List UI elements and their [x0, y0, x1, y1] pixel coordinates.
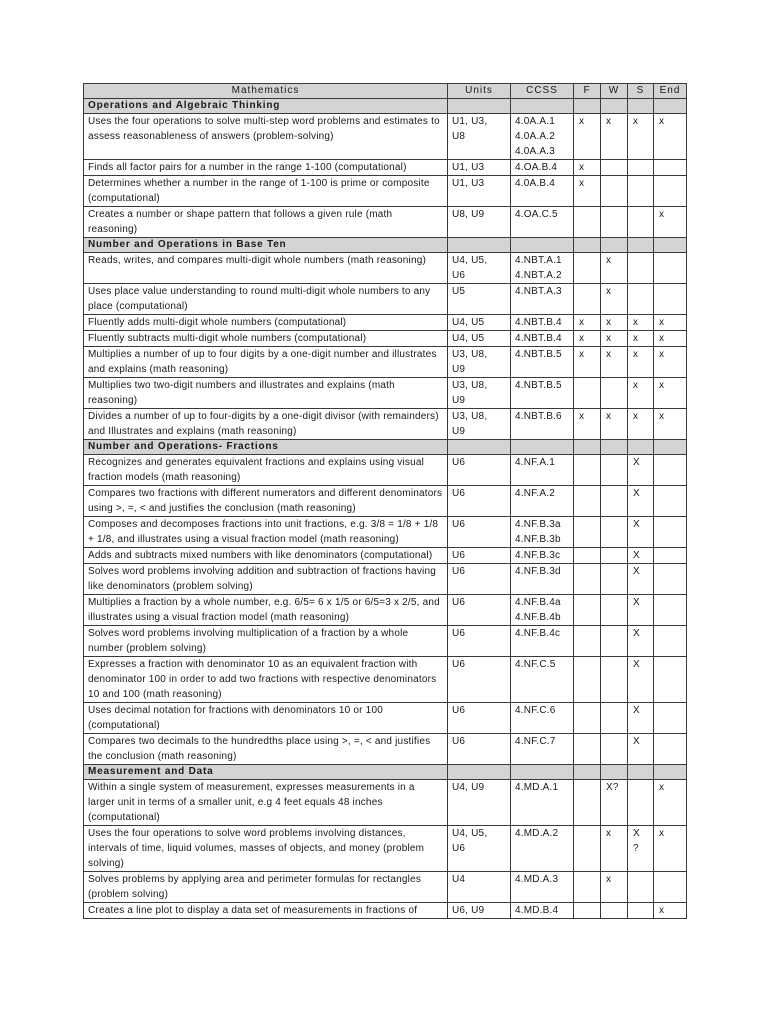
section-filler-cell	[574, 238, 601, 253]
w-mark-cell	[601, 548, 628, 564]
ccss-cell: 4.OA.C.5	[511, 207, 574, 238]
w-mark-cell	[601, 564, 628, 595]
units-cell: U8, U9	[448, 207, 511, 238]
units-cell: U6	[448, 657, 511, 703]
table-row	[84, 486, 687, 517]
s-mark-cell: X	[628, 564, 654, 595]
table-row	[84, 160, 687, 176]
f-mark-cell	[574, 486, 601, 517]
table-body	[84, 99, 687, 919]
description-cell: Creates a number or shape pattern that follows a given rule (math reasoning)	[84, 207, 448, 238]
end-mark-cell	[654, 703, 687, 734]
description-cell: Uses decimal notation for fractions with denominators 10 or 100 (computational)	[84, 703, 448, 734]
end-mark-cell: x	[654, 315, 687, 331]
table-row	[84, 315, 687, 331]
ccss-cell: 4.NF.B.3a 4.NF.B.3b	[511, 517, 574, 548]
ccss-cell: 4.MD.B.4	[511, 903, 574, 919]
s-mark-cell	[628, 207, 654, 238]
units-cell: U6	[448, 703, 511, 734]
f-mark-cell: x	[574, 176, 601, 207]
f-mark-cell: x	[574, 114, 601, 160]
f-mark-cell	[574, 548, 601, 564]
end-mark-cell: x	[654, 114, 687, 160]
end-mark-cell	[654, 253, 687, 284]
w-mark-cell: X?	[601, 780, 628, 826]
section-filler-cell	[511, 238, 574, 253]
w-mark-cell	[601, 176, 628, 207]
f-mark-cell	[574, 207, 601, 238]
description-cell: Multiplies a number of up to four digits by a one-digit number and illustrates and explains (math reasoning)	[84, 347, 448, 378]
f-mark-cell	[574, 657, 601, 703]
w-mark-cell: x	[601, 331, 628, 347]
end-mark-cell	[654, 455, 687, 486]
section-header-row	[84, 238, 687, 253]
units-cell: U6	[448, 486, 511, 517]
table-row	[84, 378, 687, 409]
w-mark-cell: x	[601, 315, 628, 331]
section-filler-cell	[654, 765, 687, 780]
w-mark-cell: x	[601, 253, 628, 284]
description-cell: Solves word problems involving addition and subtraction of fractions having like denominators (problem solving)	[84, 564, 448, 595]
section-filler-cell	[574, 440, 601, 455]
f-mark-cell	[574, 284, 601, 315]
end-mark-cell: x	[654, 780, 687, 826]
units-cell: U1, U3	[448, 160, 511, 176]
description-cell: Within a single system of measurement, expresses measurements in a larger unit in terms of a smaller unit, e.g 4 feet equals 48 inches (computational)	[84, 780, 448, 826]
section-filler-cell	[511, 765, 574, 780]
end-mark-cell: x	[654, 331, 687, 347]
s-mark-cell	[628, 780, 654, 826]
description-cell: Finds all factor pairs for a number in the range 1-100 (computational)	[84, 160, 448, 176]
table-row	[84, 455, 687, 486]
end-mark-cell: x	[654, 378, 687, 409]
section-filler-cell	[574, 765, 601, 780]
table-row	[84, 253, 687, 284]
description-cell: Multiplies two two-digit numbers and illustrates and explains (math reasoning)	[84, 378, 448, 409]
s-mark-cell	[628, 872, 654, 903]
section-filler-cell	[574, 99, 601, 114]
f-mark-cell	[574, 703, 601, 734]
section-title: Measurement and Data	[84, 765, 448, 780]
end-mark-cell	[654, 657, 687, 703]
description-cell: Divides a number of up to four-digits by a one-digit divisor (with remainders) and Illustrates and explains (math reasoning)	[84, 409, 448, 440]
s-mark-cell: X ?	[628, 826, 654, 872]
f-mark-cell	[574, 595, 601, 626]
ccss-cell: 4.NBT.B.4	[511, 315, 574, 331]
section-filler-cell	[628, 765, 654, 780]
s-mark-cell: X	[628, 626, 654, 657]
description-cell: Uses the four operations to solve word problems involving distances, intervals of time, liquid volumes, masses of objects, and money (problem solving)	[84, 826, 448, 872]
units-cell: U6	[448, 595, 511, 626]
section-filler-cell	[601, 99, 628, 114]
table-row	[84, 703, 687, 734]
description-cell: Solves problems by applying area and perimeter formulas for rectangles (problem solving)	[84, 872, 448, 903]
section-filler-cell	[654, 440, 687, 455]
description-cell: Expresses a fraction with denominator 10 as an equivalent fraction with denominator 100 in order to add two fractions with respective denominators 10 and 100 (math reasoning)	[84, 657, 448, 703]
section-filler-cell	[601, 440, 628, 455]
description-cell: Uses the four operations to solve multi-step word problems and estimates to assess reasonableness of answers (problem-solving)	[84, 114, 448, 160]
section-title: Operations and Algebraic Thinking	[84, 99, 448, 114]
w-mark-cell: x	[601, 347, 628, 378]
ccss-cell: 4.NF.B.4a 4.NF.B.4b	[511, 595, 574, 626]
description-cell: Multiplies a fraction by a whole number, e.g. 6/5= 6 x 1/5 or 6/5=3 x 2/5, and illustrates using a visual fraction model (math reasoning)	[84, 595, 448, 626]
s-mark-cell: X	[628, 486, 654, 517]
s-mark-cell: X	[628, 455, 654, 486]
ccss-cell: 4.NF.C.6	[511, 703, 574, 734]
table-row	[84, 564, 687, 595]
section-filler-cell	[601, 238, 628, 253]
ccss-cell: 4.MD.A.3	[511, 872, 574, 903]
section-filler-cell	[448, 99, 511, 114]
units-cell: U6	[448, 548, 511, 564]
description-cell: Compares two fractions with different numerators and different denominators using >, =, < and justifies the conclusion (math reasoning)	[84, 486, 448, 517]
f-mark-cell	[574, 455, 601, 486]
table-row	[84, 548, 687, 564]
ccss-cell: 4.MD.A.1	[511, 780, 574, 826]
table-row	[84, 734, 687, 765]
description-cell: Solves word problems involving multiplication of a fraction by a whole number (problem solving)	[84, 626, 448, 657]
w-mark-cell: x	[601, 409, 628, 440]
end-mark-cell	[654, 872, 687, 903]
section-filler-cell	[448, 238, 511, 253]
description-cell: Recognizes and generates equivalent fractions and explains using visual fraction models (math reasoning)	[84, 455, 448, 486]
units-cell: U6	[448, 626, 511, 657]
end-mark-cell	[654, 548, 687, 564]
f-mark-cell: x	[574, 315, 601, 331]
s-mark-cell: X	[628, 517, 654, 548]
table-row	[84, 903, 687, 919]
header-s: S	[628, 84, 654, 99]
header-ccss: CCSS	[511, 84, 574, 99]
description-cell: Fluently subtracts multi-digit whole numbers (computational)	[84, 331, 448, 347]
section-filler-cell	[628, 440, 654, 455]
units-cell: U4, U9	[448, 780, 511, 826]
end-mark-cell	[654, 517, 687, 548]
w-mark-cell	[601, 626, 628, 657]
description-cell: Reads, writes, and compares multi-digit whole numbers (math reasoning)	[84, 253, 448, 284]
units-cell: U3, U8, U9	[448, 378, 511, 409]
end-mark-cell	[654, 734, 687, 765]
ccss-cell: 4.NF.B.3c	[511, 548, 574, 564]
table-row	[84, 409, 687, 440]
ccss-cell: 4.NBT.B.5	[511, 347, 574, 378]
header-f: F	[574, 84, 601, 99]
table-row	[84, 331, 687, 347]
description-cell: Composes and decomposes fractions into unit fractions, e.g. 3/8 = 1/8 + 1/8 + 1/8, and illustrates using a visual fraction model (math reasoning)	[84, 517, 448, 548]
w-mark-cell: x	[601, 826, 628, 872]
header-row	[84, 84, 687, 99]
end-mark-cell	[654, 284, 687, 315]
w-mark-cell: x	[601, 114, 628, 160]
f-mark-cell	[574, 826, 601, 872]
f-mark-cell	[574, 734, 601, 765]
section-filler-cell	[654, 238, 687, 253]
ccss-cell: 4.OA.B.4	[511, 160, 574, 176]
units-cell: U3, U8, U9	[448, 409, 511, 440]
end-mark-cell	[654, 486, 687, 517]
section-filler-cell	[448, 440, 511, 455]
s-mark-cell: X	[628, 548, 654, 564]
s-mark-cell: x	[628, 347, 654, 378]
w-mark-cell: x	[601, 284, 628, 315]
s-mark-cell: x	[628, 331, 654, 347]
units-cell: U6	[448, 734, 511, 765]
w-mark-cell	[601, 595, 628, 626]
units-cell: U4	[448, 872, 511, 903]
end-mark-cell	[654, 564, 687, 595]
f-mark-cell	[574, 872, 601, 903]
f-mark-cell: x	[574, 347, 601, 378]
f-mark-cell: x	[574, 160, 601, 176]
s-mark-cell: X	[628, 703, 654, 734]
end-mark-cell: x	[654, 207, 687, 238]
w-mark-cell	[601, 455, 628, 486]
ccss-cell: 4.0A.A.1 4.0A.A.2 4.0A.A.3	[511, 114, 574, 160]
s-mark-cell: X	[628, 734, 654, 765]
w-mark-cell	[601, 160, 628, 176]
description-cell: Uses place value understanding to round multi-digit whole numbers to any place (computational)	[84, 284, 448, 315]
s-mark-cell: x	[628, 409, 654, 440]
table-row	[84, 657, 687, 703]
end-mark-cell	[654, 626, 687, 657]
description-cell: Adds and subtracts mixed numbers with like denominators (computational)	[84, 548, 448, 564]
units-cell: U4, U5, U6	[448, 826, 511, 872]
units-cell: U6	[448, 455, 511, 486]
w-mark-cell: x	[601, 872, 628, 903]
units-cell: U4, U5	[448, 315, 511, 331]
section-filler-cell	[601, 765, 628, 780]
w-mark-cell	[601, 486, 628, 517]
ccss-cell: 4.0A.B.4	[511, 176, 574, 207]
f-mark-cell	[574, 564, 601, 595]
table-row	[84, 626, 687, 657]
ccss-cell: 4.NF.C.5	[511, 657, 574, 703]
section-filler-cell	[511, 99, 574, 114]
table-row	[84, 517, 687, 548]
f-mark-cell	[574, 378, 601, 409]
table-row	[84, 780, 687, 826]
ccss-cell: 4.MD.A.2	[511, 826, 574, 872]
ccss-cell: 4.NBT.A.3	[511, 284, 574, 315]
ccss-cell: 4.NF.B.4c	[511, 626, 574, 657]
table-row	[84, 826, 687, 872]
header-end: End	[654, 84, 687, 99]
end-mark-cell	[654, 160, 687, 176]
table-row	[84, 595, 687, 626]
end-mark-cell: x	[654, 409, 687, 440]
ccss-cell: 4.NBT.B.6	[511, 409, 574, 440]
s-mark-cell	[628, 176, 654, 207]
end-mark-cell	[654, 176, 687, 207]
f-mark-cell	[574, 517, 601, 548]
f-mark-cell	[574, 903, 601, 919]
s-mark-cell: X	[628, 657, 654, 703]
end-mark-cell: x	[654, 347, 687, 378]
ccss-cell: 4.NBT.A.1 4.NBT.A.2	[511, 253, 574, 284]
ccss-cell: 4.NF.B.3d	[511, 564, 574, 595]
f-mark-cell: x	[574, 409, 601, 440]
s-mark-cell: x	[628, 114, 654, 160]
table-row	[84, 114, 687, 160]
s-mark-cell: x	[628, 378, 654, 409]
s-mark-cell	[628, 903, 654, 919]
f-mark-cell	[574, 626, 601, 657]
units-cell: U4, U5	[448, 331, 511, 347]
section-header-row	[84, 440, 687, 455]
standards-table	[83, 83, 687, 919]
w-mark-cell	[601, 903, 628, 919]
end-mark-cell	[654, 595, 687, 626]
s-mark-cell: X	[628, 595, 654, 626]
w-mark-cell	[601, 734, 628, 765]
section-title: Number and Operations in Base Ten	[84, 238, 448, 253]
description-cell: Creates a line plot to display a data set of measurements in fractions of	[84, 903, 448, 919]
table-row	[84, 207, 687, 238]
s-mark-cell	[628, 253, 654, 284]
w-mark-cell	[601, 378, 628, 409]
header-w: W	[601, 84, 628, 99]
units-cell: U6	[448, 517, 511, 548]
section-header-row	[84, 99, 687, 114]
w-mark-cell	[601, 703, 628, 734]
section-filler-cell	[448, 765, 511, 780]
w-mark-cell	[601, 657, 628, 703]
table-row	[84, 347, 687, 378]
ccss-cell: 4.NBT.B.4	[511, 331, 574, 347]
w-mark-cell	[601, 207, 628, 238]
w-mark-cell	[601, 517, 628, 548]
s-mark-cell	[628, 284, 654, 315]
end-mark-cell: x	[654, 826, 687, 872]
units-cell: U3, U8, U9	[448, 347, 511, 378]
section-filler-cell	[654, 99, 687, 114]
units-cell: U6	[448, 564, 511, 595]
ccss-cell: 4.NF.C.7	[511, 734, 574, 765]
ccss-cell: 4.NBT.B.5	[511, 378, 574, 409]
units-cell: U5	[448, 284, 511, 315]
f-mark-cell: x	[574, 331, 601, 347]
end-mark-cell: x	[654, 903, 687, 919]
ccss-cell: 4.NF.A.2	[511, 486, 574, 517]
f-mark-cell	[574, 780, 601, 826]
description-cell: Fluently adds multi-digit whole numbers (computational)	[84, 315, 448, 331]
section-filler-cell	[628, 238, 654, 253]
header-mathematics: Mathematics	[84, 84, 448, 99]
units-cell: U4, U5, U6	[448, 253, 511, 284]
table-row	[84, 284, 687, 315]
ccss-cell: 4.NF.A.1	[511, 455, 574, 486]
section-filler-cell	[511, 440, 574, 455]
section-filler-cell	[628, 99, 654, 114]
f-mark-cell	[574, 253, 601, 284]
s-mark-cell	[628, 160, 654, 176]
description-cell: Compares two decimals to the hundredths place using >, =, < and justifies the conclusion (math reasoning)	[84, 734, 448, 765]
units-cell: U1, U3	[448, 176, 511, 207]
table-row	[84, 872, 687, 903]
s-mark-cell: x	[628, 315, 654, 331]
table-row	[84, 176, 687, 207]
units-cell: U1, U3, U8	[448, 114, 511, 160]
units-cell: U6, U9	[448, 903, 511, 919]
section-title: Number and Operations- Fractions	[84, 440, 448, 455]
section-header-row	[84, 765, 687, 780]
header-units: Units	[448, 84, 511, 99]
description-cell: Determines whether a number in the range of 1-100 is prime or composite (computational)	[84, 176, 448, 207]
